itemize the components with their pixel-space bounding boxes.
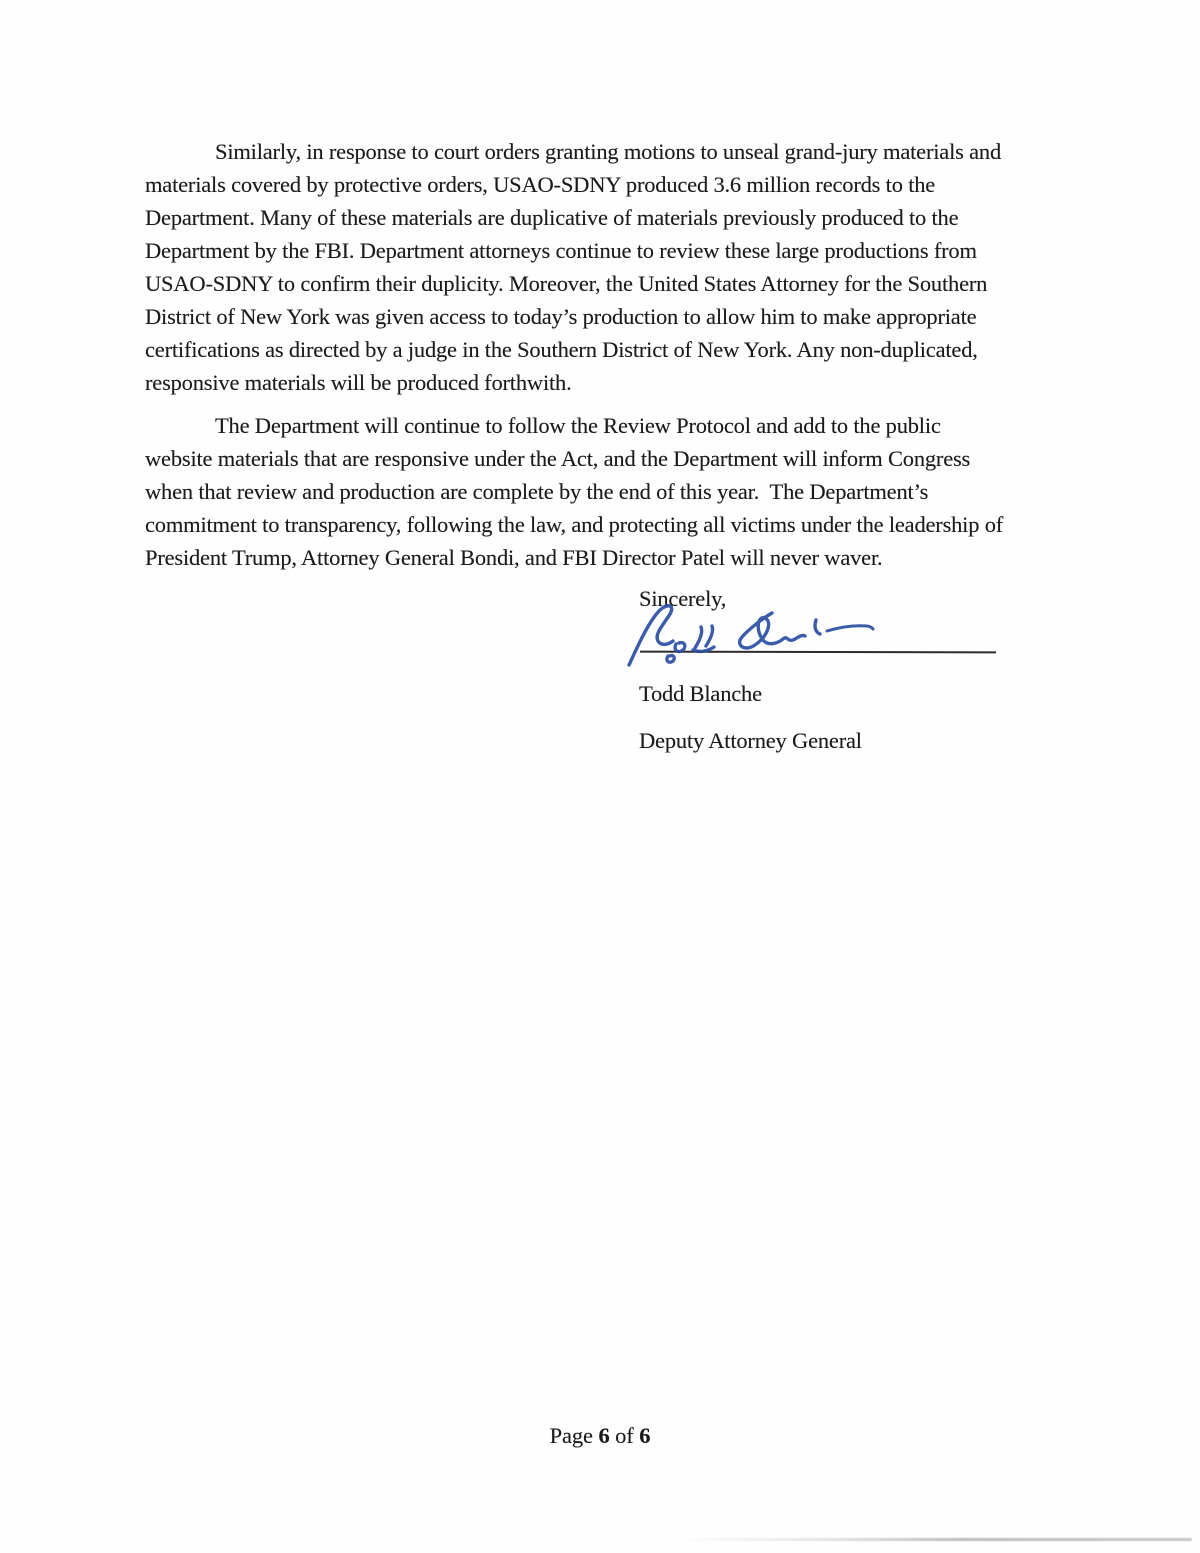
body-paragraph-2 bbox=[145, 409, 1095, 574]
footer-page-label: Page bbox=[549, 1423, 593, 1448]
signature-area bbox=[639, 615, 1095, 677]
scan-artifact-line bbox=[676, 1538, 1192, 1541]
letter-body bbox=[145, 135, 1095, 757]
paragraph-line: USAO-SDNY to confirm their duplicity. Moreover, the United States Attorney for the Southern bbox=[145, 271, 988, 296]
signatory-name: Todd Blanche bbox=[639, 681, 762, 706]
paragraph-line: when that review and production are complete by the end of this year. The Department’s bbox=[145, 479, 929, 504]
paragraph-line: District of New York was given access to today’s production to allow him to make appropriate bbox=[145, 304, 977, 329]
paragraph-line: materials covered by protective orders, USAO-SDNY produced 3.6 million records to the bbox=[145, 172, 936, 197]
paragraph-line: responsive materials will be produced forthwith. bbox=[145, 370, 572, 395]
paragraph-line: Department. Many of these materials are duplicative of materials previously produced to the bbox=[145, 205, 959, 230]
paragraph-line: certifications as directed by a judge in the Southern District of New York. Any non-duplicated, bbox=[145, 337, 978, 362]
closing-block bbox=[639, 582, 1095, 757]
paragraph-line: commitment to transparency, following the law, and protecting all victims under the leadership of bbox=[145, 512, 1004, 537]
page-footer bbox=[0, 1423, 1200, 1449]
paragraph-line: website materials that are responsive under the Act, and the Department will inform Congress bbox=[145, 446, 971, 471]
signatory-title: Deputy Attorney General bbox=[639, 728, 862, 753]
paragraph-line: Similarly, in response to court orders granting motions to unseal grand-jury materials and bbox=[215, 139, 1001, 164]
paragraph-line: Department by the FBI. Department attorneys continue to review these large productions from bbox=[145, 238, 977, 263]
footer-of-label: of bbox=[615, 1423, 634, 1448]
paragraph-line: The Department will continue to follow the Review Protocol and add to the public bbox=[215, 413, 941, 438]
footer-page-number: 6 bbox=[598, 1423, 610, 1448]
signature-image bbox=[615, 598, 995, 678]
body-paragraph-1 bbox=[145, 135, 1095, 399]
closing-salutation: Sincerely, bbox=[639, 586, 727, 611]
footer-total-pages: 6 bbox=[639, 1423, 651, 1448]
paragraph-line: President Trump, Attorney General Bondi, and FBI Director Patel will never waver. bbox=[145, 545, 883, 570]
